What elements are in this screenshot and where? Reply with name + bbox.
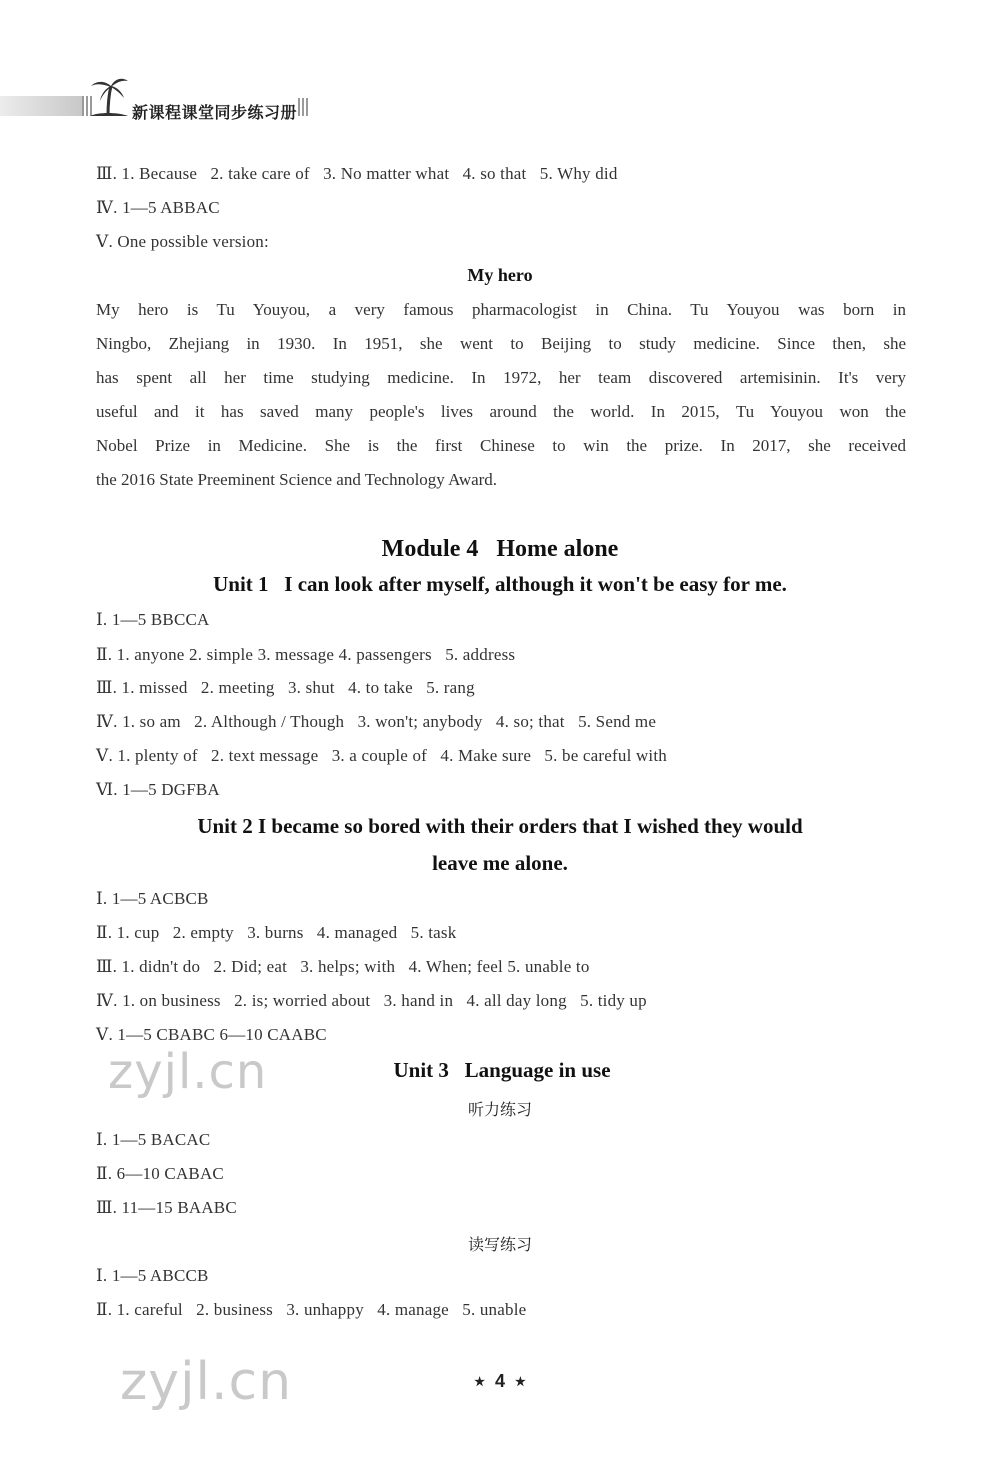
unit1-title: Unit 1 I can look after myself, although it won't be easy for me. bbox=[213, 572, 787, 596]
reading-label: 读写练习 bbox=[467, 1235, 532, 1254]
star-icon: ★ bbox=[515, 1374, 526, 1389]
answer-line: Ⅵ. 1—5 DGFBA bbox=[96, 780, 220, 799]
palm-tree-icon bbox=[88, 74, 130, 118]
answer-line: Ⅰ. 1—5 BACAC bbox=[96, 1130, 211, 1149]
answer-line: Ⅳ. 1. on business 2. is; worried about 3. hand in 4. all day long 5. tidy up bbox=[96, 991, 647, 1010]
answer-line: Ⅱ. 6—10 CABAC bbox=[96, 1164, 224, 1183]
essay-line: has spent all her time studying medicine. In 1972, her team discovered artemisinin. It's very bbox=[96, 368, 906, 387]
answer-line: Ⅲ. 11—15 BAABC bbox=[96, 1198, 237, 1217]
unit3-title: Unit 3 Language in use bbox=[393, 1058, 611, 1082]
module-title: Module 4 Home alone bbox=[381, 536, 619, 562]
essay-line: the 2016 State Preeminent Science and Technology Award. bbox=[96, 470, 498, 489]
answer-line: Ⅴ. 1—5 CBABC 6—10 CAABC bbox=[96, 1025, 327, 1044]
answer-line: Ⅰ. 1—5 BBCCA bbox=[96, 610, 210, 629]
answer-line: Ⅰ. 1—5 ACBCB bbox=[96, 889, 209, 908]
page-number: 4 bbox=[494, 1371, 505, 1391]
answer-line: Ⅱ. 1. careful 2. business 3. unhappy 4. manage 5. unable bbox=[96, 1300, 527, 1319]
essay-line: Nobel Prize in Medicine. She is the first Chinese to win the prize. In 2017, she received bbox=[96, 436, 906, 455]
unit2-title: Unit 2 I became so bored with their orders that I wished they would bbox=[197, 814, 803, 838]
answer-line: Ⅴ. One possible version: bbox=[96, 232, 269, 251]
header-tail-stripes bbox=[298, 98, 308, 116]
answer-line: Ⅳ. 1—5 ABBAC bbox=[96, 198, 220, 217]
answer-line: Ⅴ. 1. plenty of 2. text message 3. a couple of 4. Make sure 5. be careful with bbox=[96, 746, 667, 765]
answer-line: Ⅲ. 1. missed 2. meeting 3. shut 4. to take 5. rang bbox=[96, 678, 475, 697]
header-title: 新课程课堂同步练习册 bbox=[132, 103, 298, 122]
unit2-title-line2: leave me alone. bbox=[432, 851, 568, 875]
answer-line: Ⅱ. 1. cup 2. empty 3. burns 4. managed 5. task bbox=[96, 923, 457, 942]
answer-line: Ⅳ. 1. so am 2. Although / Though 3. won't; anybody 4. so; that 5. Send me bbox=[96, 712, 657, 731]
essay-title: My hero bbox=[467, 265, 533, 285]
essay-line: useful and it has saved many people's lives around the world. In 2015, Tu Youyou won the bbox=[96, 402, 906, 421]
essay-line: My hero is Tu Youyou, a very famous pharmacologist in China. Tu Youyou was born in bbox=[96, 300, 906, 319]
essay-line: Ningbo, Zhejiang in 1930. In 1951, she went to Beijing to study medicine. Since then, she bbox=[96, 334, 906, 353]
answer-line: Ⅱ. 1. anyone 2. simple 3. message 4. passengers 5. address bbox=[96, 645, 516, 664]
listening-label: 听力练习 bbox=[467, 1100, 532, 1119]
page-footer bbox=[0, 1371, 1000, 1392]
watermark-text: zyjl.cn bbox=[120, 1352, 293, 1412]
answer-line: Ⅰ. 1—5 ABCCB bbox=[96, 1266, 209, 1285]
star-icon: ★ bbox=[474, 1374, 485, 1389]
answer-line: Ⅲ. 1. Because 2. take care of 3. No matter what 4. so that 5. Why did bbox=[96, 164, 618, 183]
watermark-text: zyjl.cn bbox=[108, 1044, 268, 1100]
header-gray-band bbox=[0, 96, 82, 116]
answer-line: Ⅲ. 1. didn't do 2. Did; eat 3. helps; with 4. When; feel 5. unable to bbox=[96, 957, 590, 976]
